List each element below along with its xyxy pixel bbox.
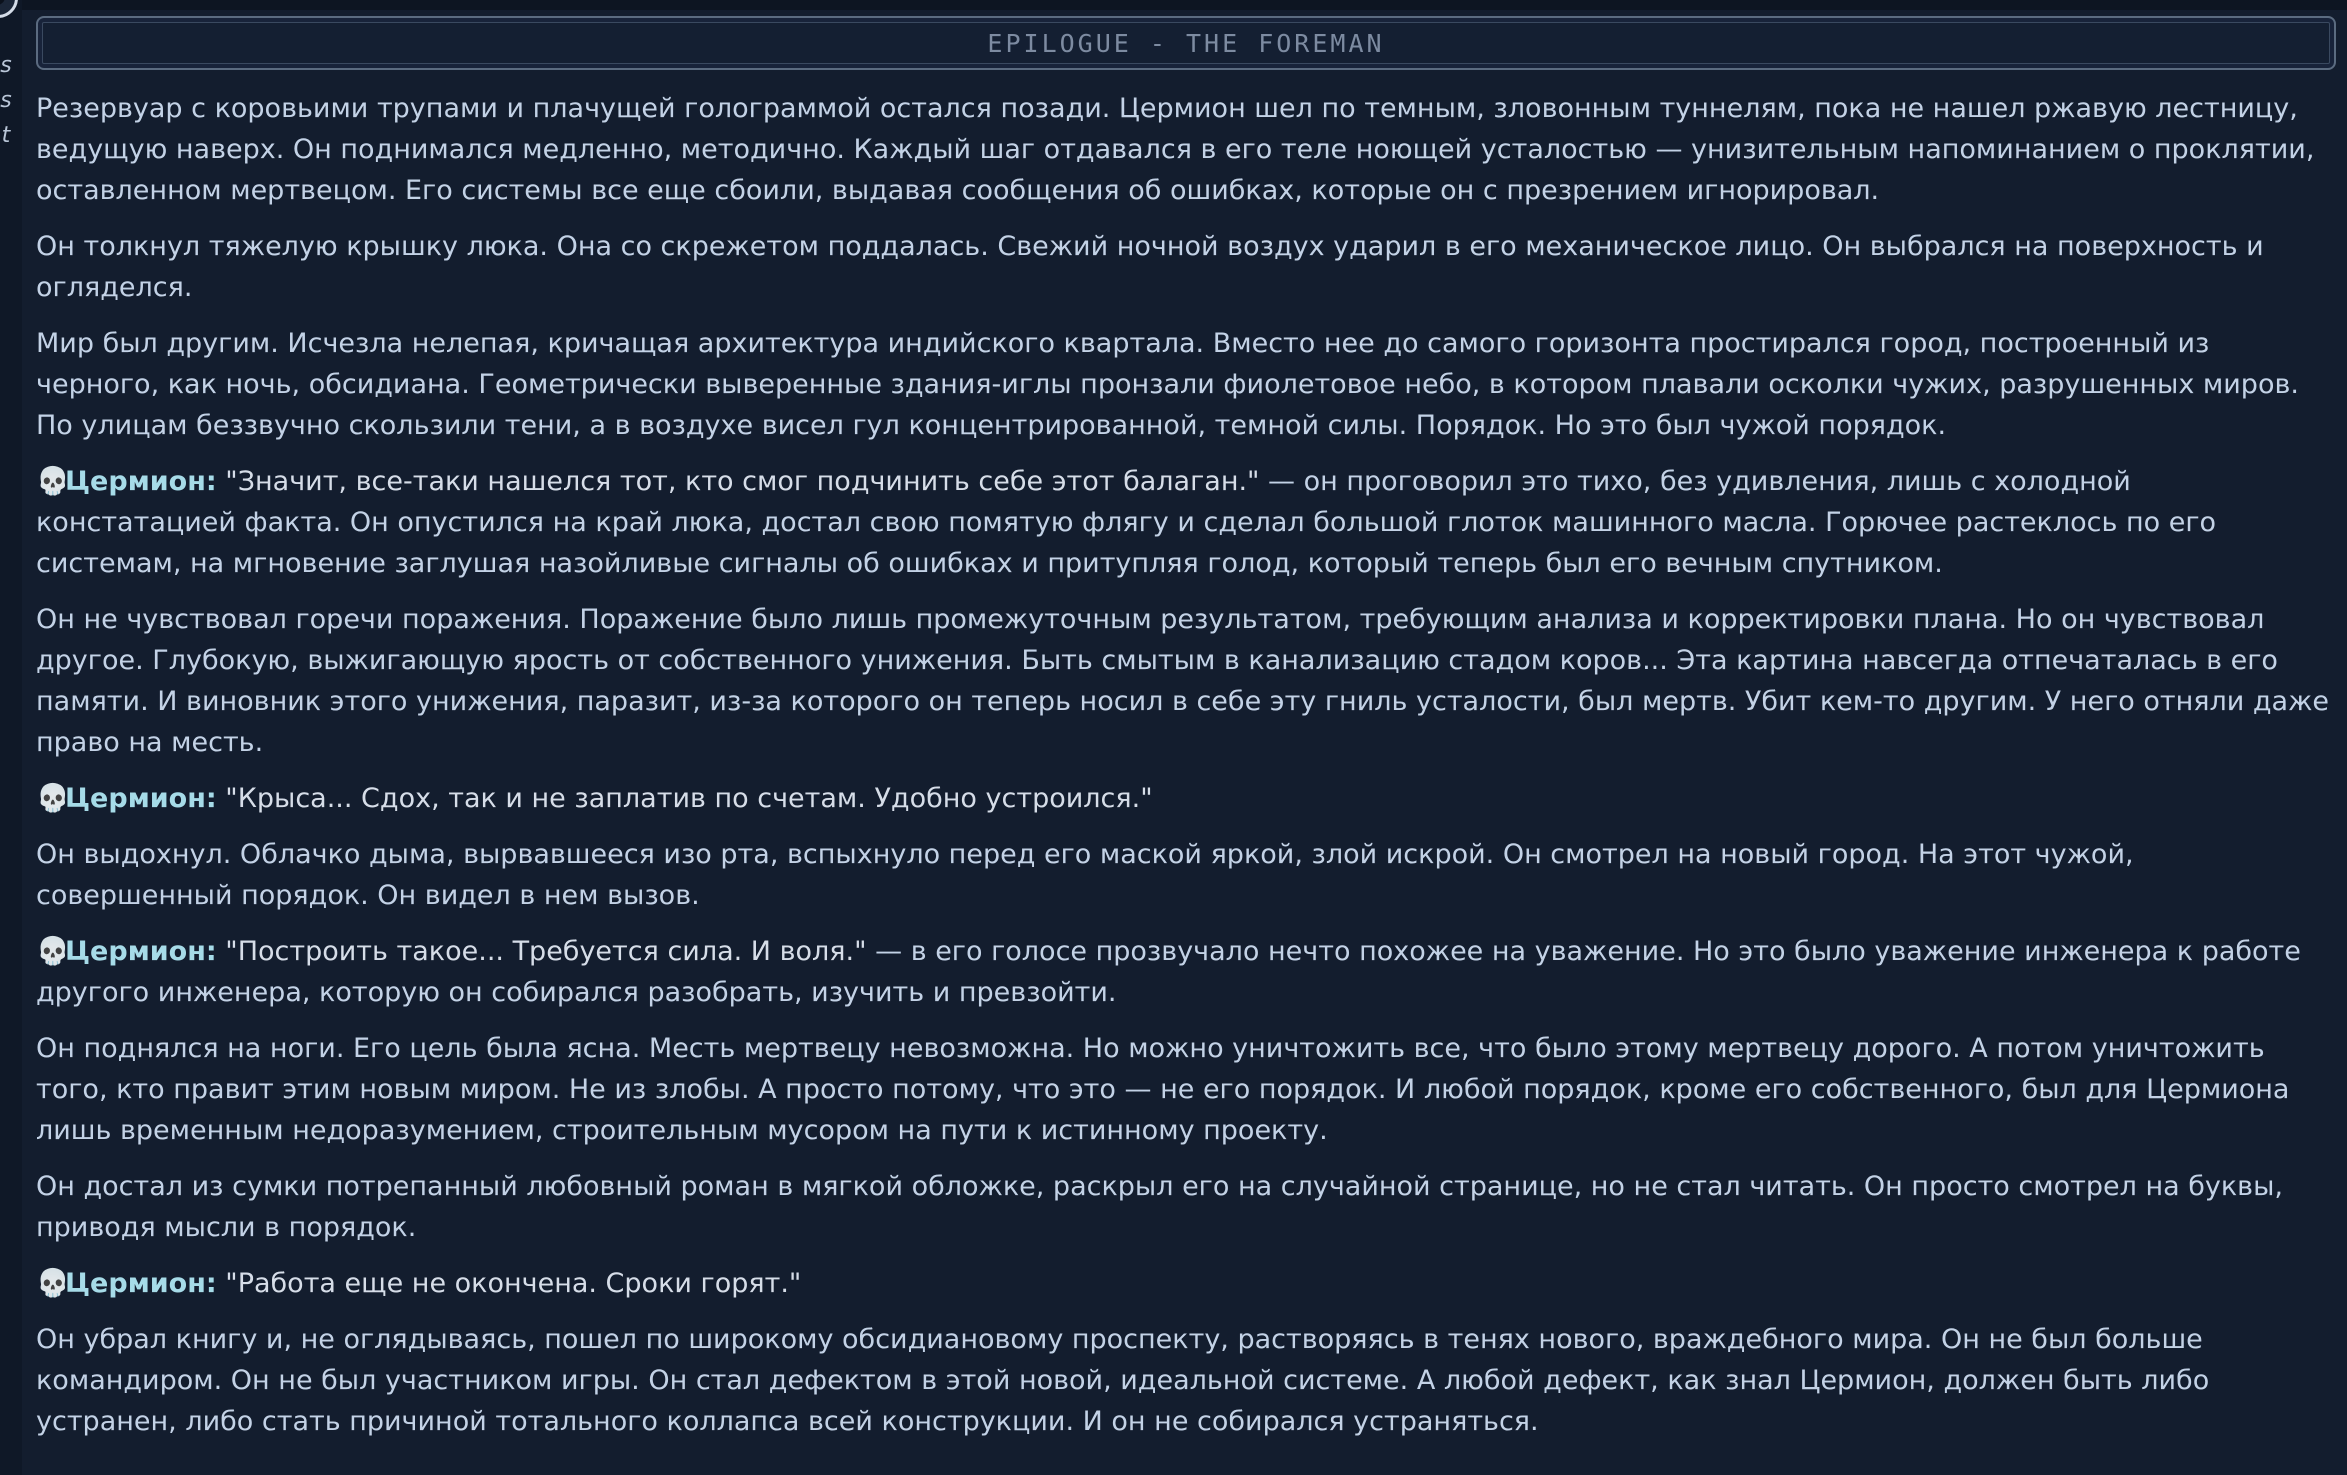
narration-paragraph: Он не чувствовал горечи поражения. Поражение было лишь промежуточным результатом, требующим анализа и корректировки плана. Но он чувствовал другое. Глубокую, выжигающую ярость от собственного унижения. Быть смытым в канализацию стадом коров... Эта картина навсегда отпечаталась в его памяти. И виновник этого унижения, паразит, из-за которого он теперь носил в себе эту гниль усталости, был мертв. Убит кем-то другим. У него отняли даже право на месть. — [36, 604, 2330, 758]
dialogue-quote: "Крыса... Сдох, так и не заплатив по счетам. Удобно устроился." — [225, 783, 1153, 814]
sidebar-cropped-text — [0, 48, 12, 153]
dialogue-quote: "Значит, все-таки нашелся тот, кто смог подчинить себе этот балаган." — [225, 466, 1260, 497]
dialogue-paragraph — [36, 931, 2336, 1013]
skull-icon: 💀 — [36, 936, 70, 967]
narration-paragraph: Он достал из сумки потрепанный любовный роман в мягкой обложке, раскрыл его на случайной странице, но не стал читать. Он просто смотрел на буквы, приводя мысли в порядок. — [36, 1171, 2283, 1243]
skull-icon: 💀 — [36, 1268, 70, 1299]
narration-paragraph: Мир был другим. Исчезла нелепая, кричащая архитектура индийского квартала. Вместо нее до самого горизонта простирался город, построенный из черного, как ночь, обсидиана. Геометрически выверенные здания-иглы пронзали фиолетовое небо, в котором плавали осколки чужих, разрушенных миров. По улицам беззвучно скользили тени, а в воздухе висел гул концентрированной, темной силы. Порядок. Но это был чужой порядок. — [36, 328, 2299, 441]
dialogue-narration: — он проговорил это тихо, без удивления, лишь с холодной констатацией факта. Он опустился на край люка, достал свою помятую флягу и сделал большой глоток машинного масла. Горючее растеклось по его системам, на мгновение заглушая назойливые сигналы об ошибках и притупляя голод, который теперь был его вечным спутником. — [36, 466, 2217, 579]
dialogue-narration: — в его голосе прозвучало нечто похожее на уважение. Но это было уважение инженера к работе другого инженера, которую он собирался разобрать, изучить и превзойти. — [36, 936, 2301, 1008]
chapter-title: EPILOGUE - THE FOREMAN — [987, 28, 1385, 58]
speaker-name: Цермион: — [65, 783, 217, 814]
dialogue-paragraph — [36, 778, 2336, 819]
sidebar-letter: s — [0, 88, 12, 113]
narration-paragraph: Он поднялся на ноги. Его цель была ясна. Месть мертвецу невозможна. Но можно уничтожить все, что было этому мертвецу дорого. А потом уничтожить того, кто правит этим новым миром. Не из злобы. А просто потому, что это — не его порядок. И любой порядок, кроме его собственного, был для Цермиона лишь временным недоразумением, строительным мусором на пути к истинному проекту. — [36, 1033, 2290, 1146]
dialogue-paragraph — [36, 1263, 2336, 1304]
narration-paragraph: Он толкнул тяжелую крышку люка. Она со скрежетом поддалась. Свежий ночной воздух ударил в его механическое лицо. Он выбрался на поверхность и огляделся. — [36, 231, 2264, 303]
sidebar-letter: t — [1, 123, 11, 148]
speaker-name: Цермион: — [65, 936, 217, 967]
speaker-name: Цермион: — [65, 1268, 217, 1299]
chapter-header — [36, 16, 2336, 70]
dialogue-quote: "Построить такое... Требуется сила. И воля." — [225, 936, 867, 967]
window-top-edge — [0, 0, 2347, 10]
skull-icon: 💀 — [36, 466, 70, 497]
skull-icon: 💀 — [36, 783, 70, 814]
dialogue-paragraph — [36, 461, 2336, 584]
speaker-name: Цермион: — [65, 466, 217, 497]
story-text — [36, 88, 2336, 1457]
narration-paragraph: Он убрал книгу и, не оглядываясь, пошел по широкому обсидиановому проспекту, растворяясь в тенях нового, враждебного мира. Он не был больше командиром. Он не был участником игры. Он стал дефектом в этой новой, идеальной системе. А любой дефект, как знал Цермион, должен быть либо устранен, либо стать причиной тотального коллапса всей конструкции. И он не собирался устраняться. — [36, 1324, 2210, 1437]
dialogue-quote: "Работа еще не окончена. Сроки горят." — [225, 1268, 802, 1299]
sidebar-letter: s — [0, 53, 12, 78]
narration-paragraph: Резервуар с коровьими трупами и плачущей голограммой остался позади. Цермион шел по темным, зловонным туннелям, пока не нашел ржавую лестницу, ведущую наверх. Он поднимался медленно, методично. Каждый шаг отдавался в его теле ноющей усталостью — унизительным напоминанием о проклятии, оставленном мертвецом. Его системы все еще сбоили, выдавая сообщения об ошибках, которые он с презрением игнорировал. — [36, 93, 2315, 206]
left-sidebar-strip — [0, 0, 22, 1475]
narration-paragraph: Он выдохнул. Облачко дыма, вырвавшееся изо рта, вспыхнуло перед его маской яркой, злой искрой. Он смотрел на новый город. На этот чужой, совершенный порядок. Он видел в нем вызов. — [36, 839, 2134, 911]
